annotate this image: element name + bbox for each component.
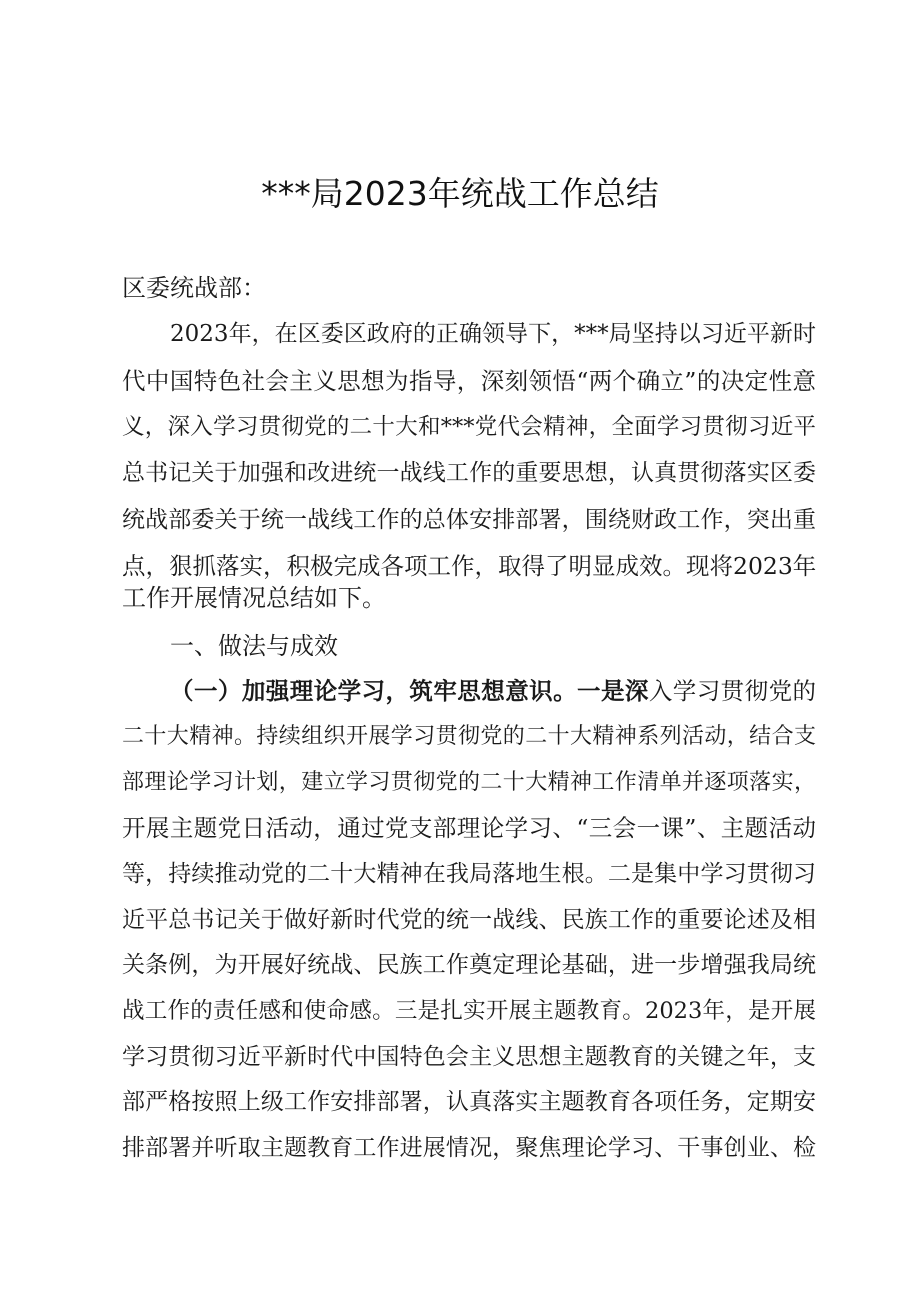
subsection-first-line: [170, 676, 816, 706]
subsection-lead-rest: 入学习贯彻党的: [648, 677, 817, 705]
intro-line: 总书记关于加强和改进统一战线工作的重要思想，认真贯彻落实区委: [122, 460, 816, 486]
intro-line: 代中国特色社会主义思想为指导，深刻领悟“两个确立”的决定性意: [122, 367, 816, 395]
salutation: 区委统战部：: [122, 274, 266, 302]
body-line: 近平总书记关于做好新时代党的统一战线、民族工作的重要论述及相: [122, 907, 816, 933]
document-title: ***局2023年统战工作总结: [261, 174, 659, 213]
body-line: 战工作的责任感和使命感。三是扎实开展主题教育。2023年，是开展: [122, 998, 816, 1024]
intro-line: 工作开展情况总结如下。: [122, 584, 386, 612]
intro-line: 点，狠抓落实，积极完成各项工作，取得了明显成效。现将2023年: [122, 552, 817, 580]
body-line: 部理论学习计划，建立学习贯彻党的二十大精神工作清单并逐项落实，: [122, 770, 816, 795]
intro-line: 统战部委关于统一战线工作的总体安排部署，围绕财政工作，突出重: [122, 507, 816, 533]
body-line: 排部署并听取主题教育工作进展情况，聚焦理论学习、干事创业、检: [122, 1135, 816, 1161]
body-line: 部严格按照上级工作安排部署，认真落实主题教育各项任务，定期安: [122, 1089, 816, 1115]
intro-line: 义，深入学习贯彻党的二十大和***党代会精神，全面学习贯彻习近平: [122, 414, 816, 440]
subsection-bold-lead: （一）加强理论学习，筑牢思想意识。一是深: [170, 677, 649, 705]
body-line: 开展主题党日活动，通过党支部理论学习、“三会一课”、主题活动: [122, 814, 816, 842]
section-heading: 一、做法与成效: [170, 632, 338, 660]
body-line: 关条例，为开展好统战、民族工作奠定理论基础，进一步增强我局统: [122, 952, 816, 978]
body-line: 等，持续推动党的二十大精神在我局落地生根。二是集中学习贯彻习: [122, 861, 816, 887]
intro-line: 2023年，在区委区政府的正确领导下，***局坚持以习近平新时: [170, 321, 816, 347]
body-line: 二十大精神。持续组织开展学习贯彻党的二十大精神系列活动，结合支: [122, 724, 816, 749]
body-line: 学习贯彻习近平新时代中国特色会主义思想主题教育的关键之年，支: [122, 1044, 816, 1070]
